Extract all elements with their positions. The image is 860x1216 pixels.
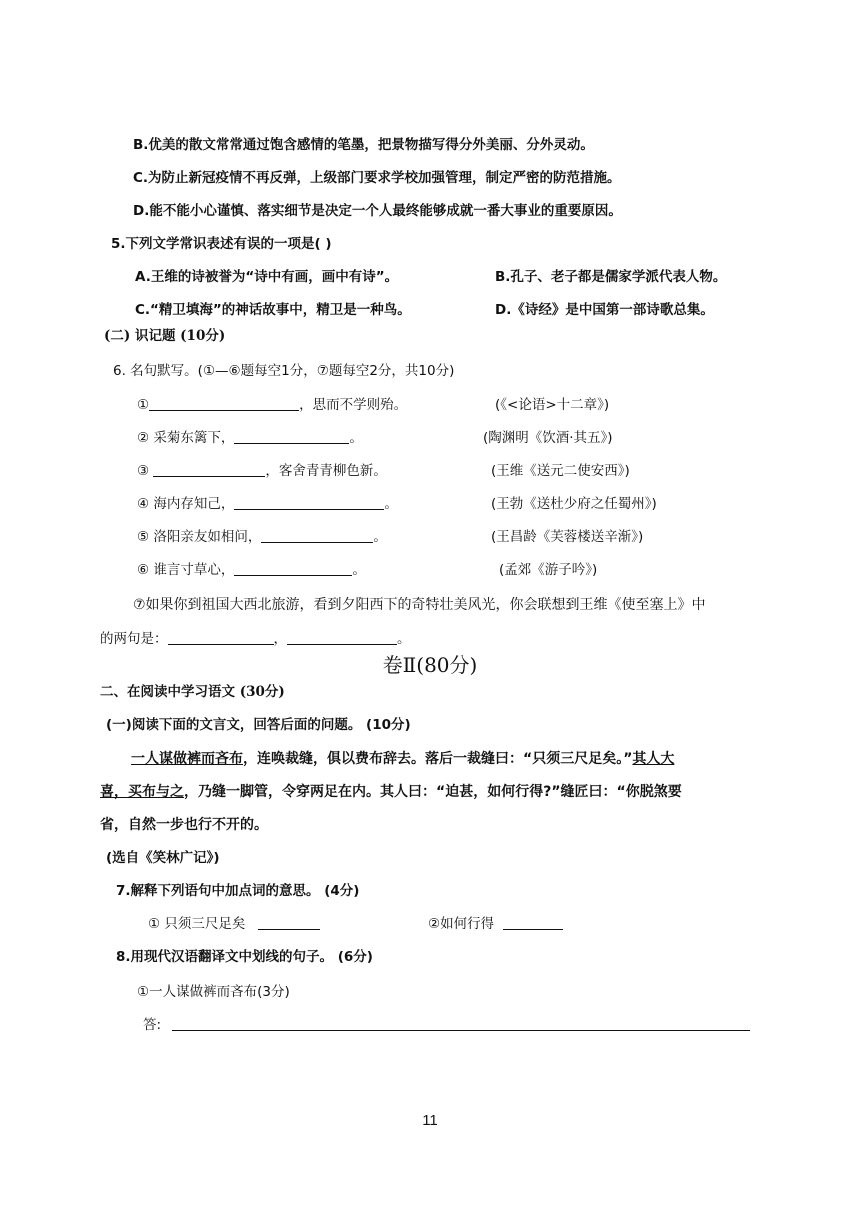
recite-item-3-text: ，客舍青青柳色新。 [265,463,387,479]
section2-title: 二、在阅读中学习语文 (30分) [100,684,285,700]
recite-item-4-num: ④ 海内存知己， [137,496,235,512]
volume-2-title: 卷Ⅱ(80分) [382,653,478,677]
passage-underline-3: 喜，买布与之 [100,784,184,800]
q5-stem: 5.下列文学常识表述有误的一项是( ) [111,236,332,252]
q7-item-b-text: ②如何行得 [428,916,495,932]
recite-item-7-end: 。 [397,631,411,647]
recite-item-7-comma: ， [273,631,287,647]
recite-item-6-num: ⑥ 谁言寸草心， [137,562,235,578]
section2-sub1: (一)阅读下面的文言文，回答后面的问题。 (10分) [106,717,411,733]
q7-stem: 7.解释下列语句中加点词的意思。 (4分) [116,883,360,899]
recite-source-5: (王昌龄《芙蓉楼送辛渐》) [491,529,644,545]
page-number: 11 [422,1112,438,1129]
q8-answer-line[interactable] [172,1030,750,1031]
recite-source-2: (陶渊明《饮酒·其五》) [483,430,613,446]
recite-source-3: (王维《送元二使安西》) [491,463,630,479]
recite-source-1: (《<论语>十二章》) [495,397,610,413]
q7-item-b [428,915,563,933]
recite-blank-2[interactable] [234,429,349,444]
q5-option-a: A.王维的诗被誉为“诗中有画，画中有诗”。 [135,269,399,285]
recite-blank-6[interactable] [234,561,352,576]
recite-item-1-text: ，思而不学则殆。 [299,397,408,413]
q8-answer-label: 答: [143,1017,162,1033]
recite-blank-7a[interactable] [168,630,274,645]
passage-line-1 [131,750,674,768]
q4-option-d: D.能不能小心谨慎、落实细节是决定一个人最终能够成就一番大事业的重要原因。 [133,203,622,219]
q5-option-b: B.孔子、老子都是儒家学派代表人物。 [495,269,727,285]
recite-blank-4[interactable] [234,495,384,510]
recite-item-2-num: ② 采菊东篱下， [137,430,235,446]
q6-stem: 6. 名句默写。(①—⑥题每空1分，⑦题每空2分，共10分) [113,363,455,379]
passage-line-2-rest: ，乃缝一脚管，令穿两足在内。其人曰：“迫甚，如何行得?”缝匠曰：“你脱煞要 [184,784,682,800]
recite-item-5-num: ⑤ 洛阳亲友如相问， [137,529,262,545]
q4-option-c: C.为防止新冠疫情不再反弹，上级部门要求学校加强管理，制定严密的防范措施。 [133,170,621,186]
q5-option-c: C.“精卫填海”的神话故事中，精卫是一种鸟。 [135,302,411,318]
recite-item-3-num: ③ [137,463,150,479]
q7-item-a-text: ① 只须三尺足矣 [148,916,246,932]
recite-blank-3[interactable] [153,462,265,477]
recite-item-4-text: 。 [384,496,398,512]
recite-item-7-line1: ⑦如果你到祖国大西北旅游，看到夕阳西下的奇特壮美风光，你会联想到王维《使至塞上》中 [133,597,706,613]
q8-item-a: ①一人谋做裤而吝布(3分) [137,984,290,1000]
recite-source-6: (孟郊《游子吟》) [499,562,598,578]
recite-blank-5[interactable] [261,528,373,543]
q5-option-d: D.《诗经》是中国第一部诗歌总集。 [495,302,714,318]
recite-item-3 [137,462,387,480]
recite-item-2-text: 。 [349,430,363,446]
passage-underline-2: 其人大 [632,751,675,767]
recite-source-4: (王勃《送杜少府之任蜀州》) [491,496,657,512]
recite-blank-7b[interactable] [287,630,397,645]
part2-title: (二) 识记题 (10分) [104,328,226,344]
passage-line-2 [100,783,682,801]
recite-item-1-num: ① [137,397,150,413]
q7-item-a [148,915,320,933]
q7-blank-a[interactable] [258,915,320,930]
recite-item-7-prefix: 的两句是： [100,631,168,647]
q8-stem: 8.用现代汉语翻译文中划线的句子。 (6分) [116,949,373,965]
passage-line-1-rest: ，连唤裁缝，俱以费布辞去。落后一裁缝曰：“只须三尺足矣。” [243,751,633,767]
recite-item-6 [137,561,366,579]
passage-underline-1: 一人谋做裤而吝布 [131,751,243,767]
q4-option-b: B.优美的散文常常通过饱含感情的笔墨，把景物描写得分外美丽、分外灵动。 [133,137,594,153]
passage-line-3: 省，自然一步也行不开的。 [100,817,268,833]
recite-item-6-text: 。 [352,562,366,578]
recite-item-1 [137,396,407,414]
recite-blank-1[interactable] [149,396,299,411]
recite-item-4 [137,495,398,513]
recite-item-2 [137,429,363,447]
recite-item-5-text: 。 [373,529,387,545]
recite-item-7-line2 [100,630,411,648]
recite-item-5 [137,528,387,546]
q7-blank-b[interactable] [503,915,563,930]
passage-source: (选自《笑林广记》) [106,850,220,866]
